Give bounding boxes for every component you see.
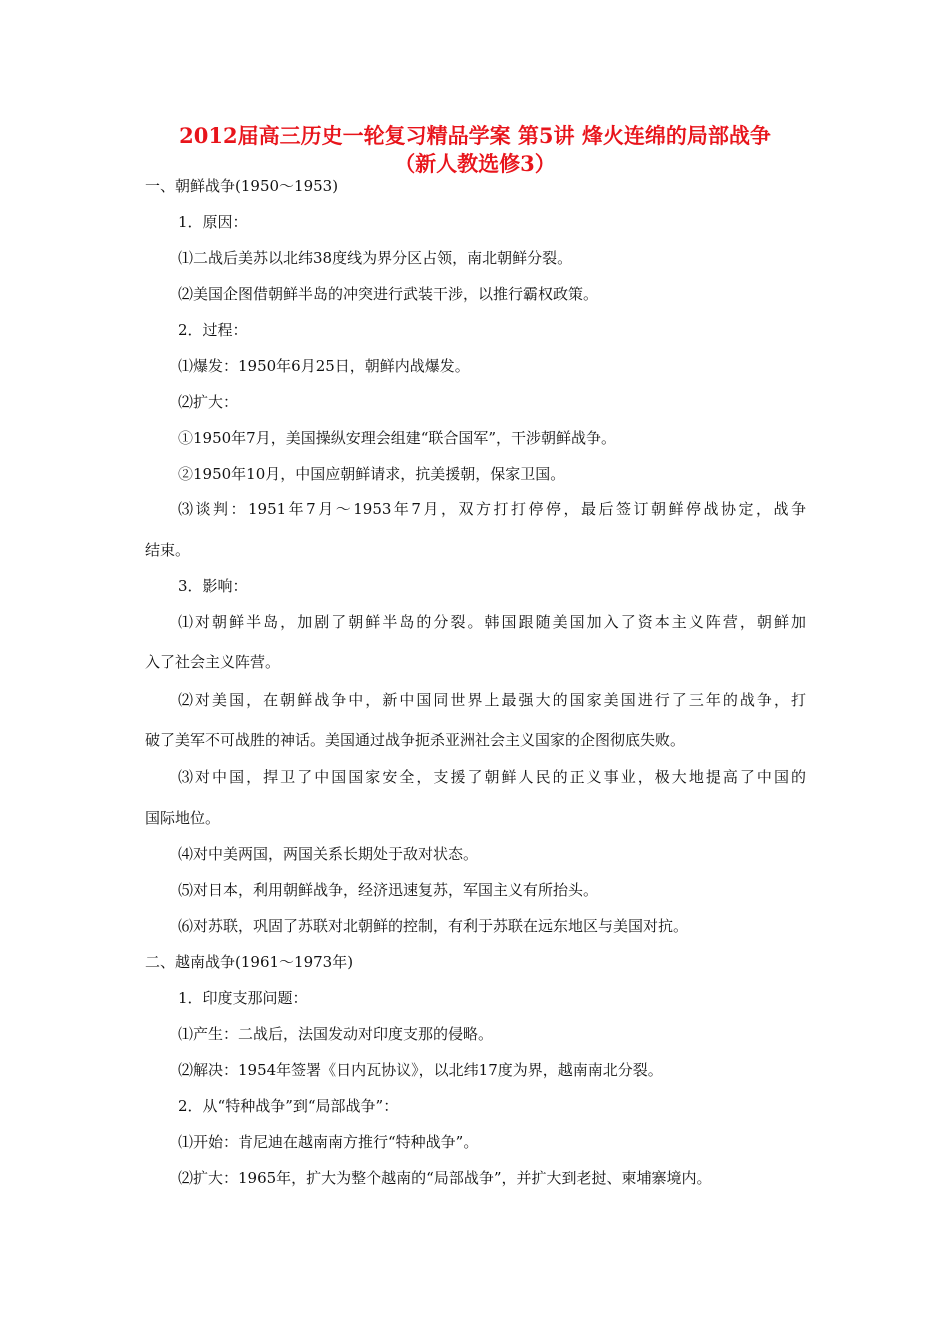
impact-item-4: ⑷对中美两国，两国关系长期处于敌对状态。 <box>178 845 479 863</box>
process-item-2b: ②1950年10月，中国应朝鲜请求，抗美援朝，保家卫国。 <box>178 465 566 483</box>
impact-item-1-line2: 入了社会主义阵营。 <box>145 653 281 671</box>
impact-item-5: ⑸对日本，利用朝鲜战争，经济迅速复苏，军国主义有所抬头。 <box>178 881 599 899</box>
impact-heading: 3．影响： <box>178 577 248 595</box>
indochina-item-1: ⑴产生：二战后，法国发动对印度支那的侵略。 <box>178 1025 494 1043</box>
process-item-3-line2: 结束。 <box>145 541 191 559</box>
impact-item-3-line2: 国际地位。 <box>145 809 221 827</box>
escalation-heading: 2．从“特种战争”到“局部战争”： <box>178 1097 399 1115</box>
document-title-line1: 2012届高三历史一轮复习精品学案 第5讲 烽火连绵的局部战争 <box>179 123 771 148</box>
process-item-2: ⑵扩大： <box>178 393 239 411</box>
section1-heading: 一、朝鲜战争(1950～1953) <box>145 177 339 195</box>
escalation-item-2: ⑵扩大：1965年，扩大为整个越南的“局部战争”，并扩大到老挝、柬埔寨境内。 <box>178 1169 712 1187</box>
indochina-heading: 1．印度支那问题： <box>178 989 308 1007</box>
impact-item-2-line2: 破了美军不可战胜的神话。美国通过战争扼杀亚洲社会主义国家的企图彻底失败。 <box>145 731 686 749</box>
document-title-line2: （新人教选修3） <box>394 151 556 176</box>
section2-heading: 二、越南战争(1961～1973年) <box>145 953 354 971</box>
cause-heading: 1．原因： <box>178 213 248 231</box>
impact-item-3-line1: ⑶对中国，捍卫了中国国家安全，支援了朝鲜人民的正义事业，极大地提高了中国的 <box>178 768 806 786</box>
process-item-3-line1: ⑶谈判：1951年7月～1953年7月，双方打打停停，最后签订朝鲜停战协定，战争 <box>178 500 806 518</box>
impact-item-1-line1: ⑴对朝鲜半岛，加剧了朝鲜半岛的分裂。韩国跟随美国加入了资本主义阵营，朝鲜加 <box>178 613 806 631</box>
cause-item-1: ⑴二战后美苏以北纬38度线为界分区占领，南北朝鲜分裂。 <box>178 249 573 267</box>
process-heading: 2．过程： <box>178 321 248 339</box>
cause-item-2: ⑵美国企图借朝鲜半岛的冲突进行武装干涉，以推行霸权政策。 <box>178 285 599 303</box>
impact-item-6: ⑹对苏联，巩固了苏联对北朝鲜的控制，有利于苏联在远东地区与美国对抗。 <box>178 917 689 935</box>
process-item-1: ⑴爆发：1950年6月25日，朝鲜内战爆发。 <box>178 357 470 375</box>
indochina-item-2: ⑵解决：1954年签署《日内瓦协议》，以北纬17度为界，越南南北分裂。 <box>178 1061 663 1079</box>
escalation-item-1: ⑴开始：肯尼迪在越南南方推行“特种战争”。 <box>178 1133 479 1151</box>
impact-item-2-line1: ⑵对美国，在朝鲜战争中，新中国同世界上最强大的国家美国进行了三年的战争，打 <box>178 691 806 709</box>
process-item-2a: ①1950年7月，美国操纵安理会组建“联合国军”，干涉朝鲜战争。 <box>178 429 617 447</box>
